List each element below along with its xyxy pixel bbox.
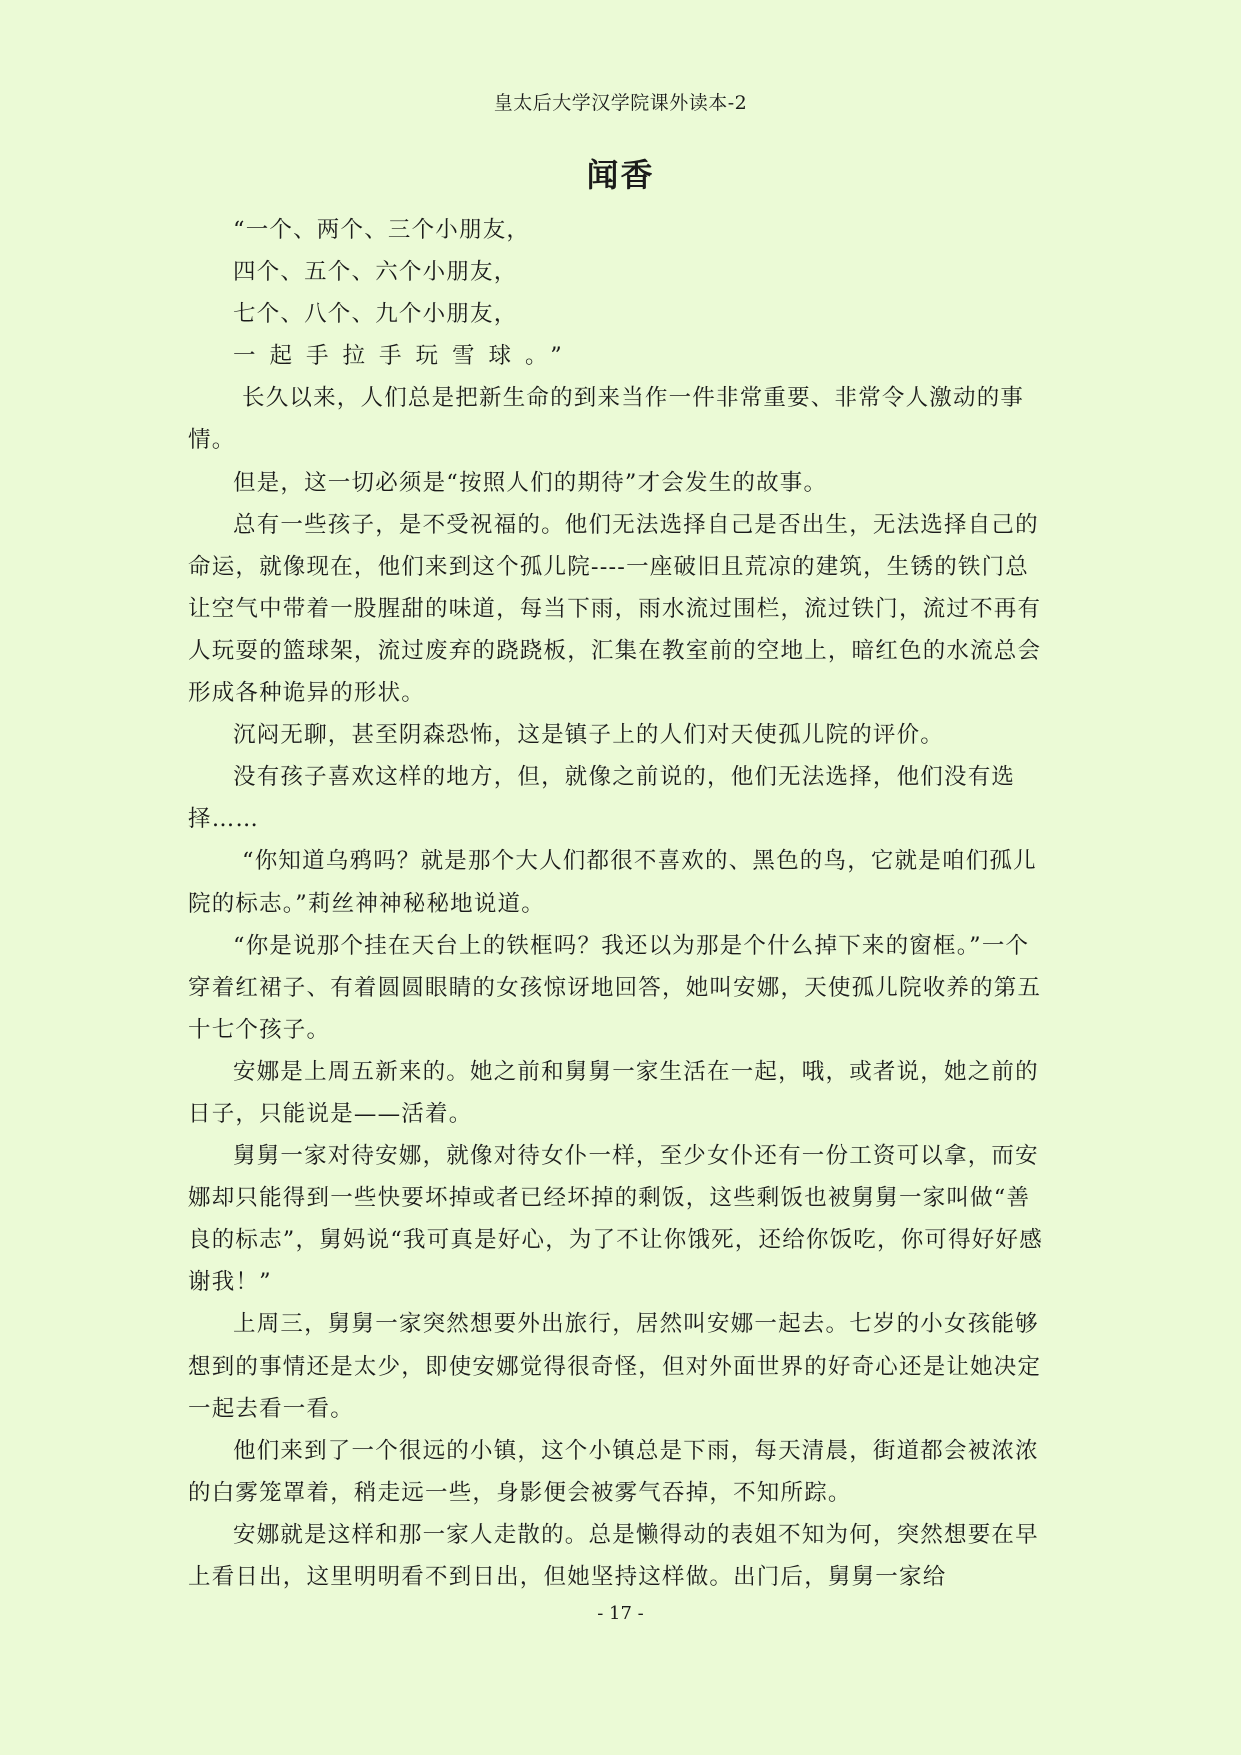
- paragraph: 沉闷无聊，甚至阴森恐怖，这是镇子上的人们对天使孤儿院的评价。: [233, 722, 945, 749]
- paragraph: 但是，这一切必须是“按照人们的期待”才会发生的故事。: [233, 469, 828, 496]
- paragraph: 安娜是上周五新来的。她之前和舅舅一家生活在一起，哦，或者说，她之前的日子，只能说是——活着。: [188, 1058, 1039, 1127]
- paragraph: 上周三，舅舅一家突然想要外出旅行，居然叫安娜一起去。七岁的小女孩能够想到的事情还是太少，即使安娜觉得很奇怪，但对外面世界的好奇心还是让她决定一起去看一看。: [188, 1311, 1042, 1422]
- paragraph: 没有孩子喜欢这样的地方，但，就像之前说的，他们无法选择，他们没有选择……: [188, 764, 1016, 833]
- poem-line: 一起手拉手玩雪球。”: [233, 343, 576, 370]
- poem-line: 四个、五个、六个小朋友，: [233, 259, 518, 286]
- paragraph: 他们来到了一个很远的小镇，这个小镇总是下雨，每天清晨，街道都会被浓浓的白雾笼罩着，稍走远一些，身影便会被雾气吞掉，不知所踪。: [188, 1437, 1039, 1506]
- paragraph: 长久以来，人们总是把新生命的到来当作一件非常重要、非常令人激动的事情。: [188, 385, 1025, 454]
- paragraph: “你知道乌鸦吗？就是那个大人们都很不喜欢的、黑色的鸟，它就是咱们孤儿院的标志。”莉丝神神秘秘地说道。: [188, 848, 1037, 917]
- page-title: 闻香: [586, 156, 655, 194]
- poem-line: 七个、八个、九个小朋友，: [233, 301, 518, 328]
- paragraph: 安娜就是这样和那一家人走散的。总是懒得动的表姐不知为何，突然想要在早上看日出，这里明明看不到日出，但她坚持这样做。出门后，舅舅一家给: [188, 1521, 1039, 1590]
- paragraph: 舅舅一家对待安娜，就像对待女仆一样，至少女仆还有一份工资可以拿，而安娜却只能得到一些快要坏掉或者已经坏掉的剩饭，这些剩饭也被舅舅一家叫做“善良的标志”，舅妈说“我可真是好心，为了不让你饿死，还给你饭吃，你可得好好感谢我！”: [188, 1143, 1043, 1296]
- article-body: [188, 209, 1050, 1598]
- paragraph: 总有一些孩子，是不受祝福的。他们无法选择自己是否出生，无法选择自己的命运，就像现在，他们来到这个孤儿院----一座破旧且荒凉的建筑，生锈的铁门总让空气中带着一股腥甜的味道，每当下雨，雨水流过围栏，流过铁门，流过不再有人玩耍的篮球架，流过废弃的跷跷板，汇集在教室前的空地上，暗红色的水流总会形成各种诡异的形状。: [188, 511, 1042, 707]
- running-header: 皇太后大学汉学院课外读本-2: [493, 92, 748, 114]
- paragraph: “你是说那个挂在天台上的铁框吗？我还以为那是个什么掉下来的窗框。”一个穿着红裙子、有着圆圆眼睛的女孩惊讶地回答，她叫安娜，天使孤儿院收养的第五十七个孩子。: [188, 932, 1042, 1043]
- page-number: - 17 -: [597, 1603, 644, 1624]
- poem-line: “一个、两个、三个小朋友，: [233, 217, 531, 243]
